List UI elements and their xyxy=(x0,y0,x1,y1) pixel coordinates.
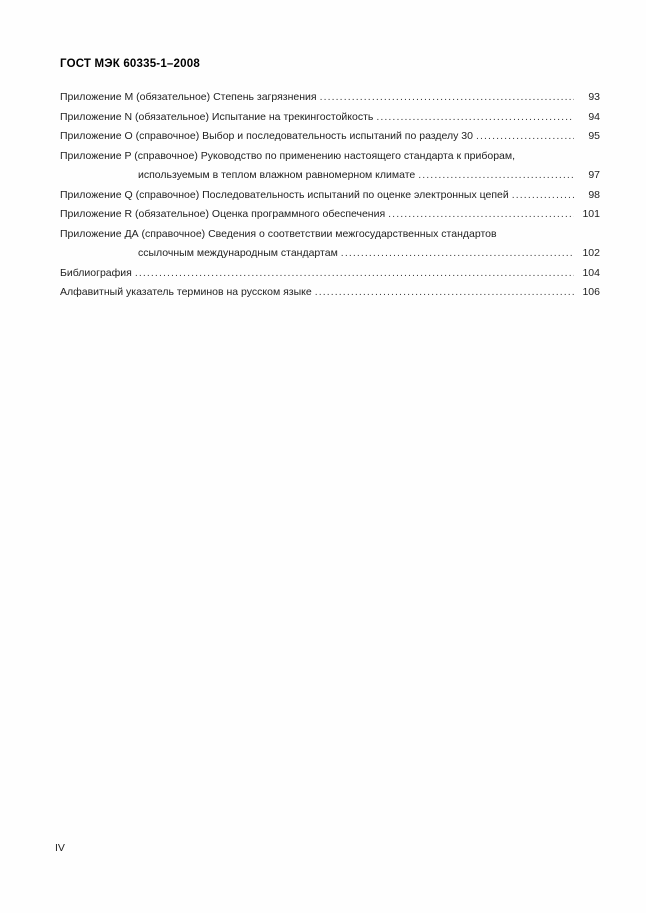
toc-entry-page: 93 xyxy=(588,91,600,103)
toc-leader-dots xyxy=(135,270,574,283)
toc-leader-dots xyxy=(476,134,574,147)
toc-entry-page: 97 xyxy=(588,169,600,181)
toc-leader-dots xyxy=(341,251,574,264)
toc-leader-dots xyxy=(388,212,574,225)
toc-entry-title-line2: ссылочным международным стандартам xyxy=(138,247,338,259)
toc-entry-title: Библиография xyxy=(60,266,132,279)
toc-entry[interactable] xyxy=(60,283,600,303)
toc-entry[interactable] xyxy=(60,264,600,284)
toc-entry[interactable] xyxy=(60,147,600,186)
toc-entry-title: Приложение Q (справочное) Последовательность испытаний по оценке электронных цепей xyxy=(60,188,509,201)
toc-entry-title: Приложение M (обязательное) Степень загрязнения xyxy=(60,91,317,103)
toc-entry[interactable] xyxy=(60,205,600,225)
toc-entry-page: 106 xyxy=(582,286,600,298)
toc-entry[interactable] xyxy=(60,127,600,147)
toc-entry-page: 104 xyxy=(582,266,600,279)
toc-entry[interactable] xyxy=(60,108,600,128)
toc-leader-dots xyxy=(418,173,574,186)
toc-entry[interactable] xyxy=(60,186,600,206)
toc-entry-title-line1: Приложение P (справочное) Руководство по применению настоящего стандарта к приборам, xyxy=(60,149,516,162)
page-number: IV xyxy=(55,842,65,854)
toc-entry-title: Приложение R (обязательное) Оценка программного обеспечения xyxy=(60,208,386,220)
table-of-contents xyxy=(60,88,600,303)
toc-leader-dots xyxy=(376,114,574,127)
toc-entry-page: 101 xyxy=(582,208,600,220)
toc-entry[interactable] xyxy=(60,225,600,264)
toc-leader-dots xyxy=(320,95,574,108)
toc-entry-title-line2: используемым в теплом влажном равномерном климате xyxy=(138,169,416,181)
toc-entry-page: 95 xyxy=(588,130,600,142)
toc-entry-page: 94 xyxy=(588,110,600,123)
toc-leader-dots xyxy=(512,192,574,205)
toc-entry-page: 102 xyxy=(582,247,600,259)
toc-entry-title: Алфавитный указатель терминов на русском языке xyxy=(60,286,312,298)
toc-entry-title: Приложение N (обязательное) Испытание на трекингостойкость xyxy=(60,110,374,123)
toc-entry-page: 98 xyxy=(588,188,600,201)
document-header: ГОСТ МЭК 60335-1–2008 xyxy=(60,58,200,70)
toc-leader-dots xyxy=(315,290,574,303)
toc-entry[interactable] xyxy=(60,88,600,108)
toc-entry-title-line1: Приложение ДА (справочное) Сведения о соответствии межгосударственных стандартов xyxy=(60,227,497,240)
toc-entry-title: Приложение O (справочное) Выбор и последовательность испытаний по разделу 30 xyxy=(60,130,473,142)
